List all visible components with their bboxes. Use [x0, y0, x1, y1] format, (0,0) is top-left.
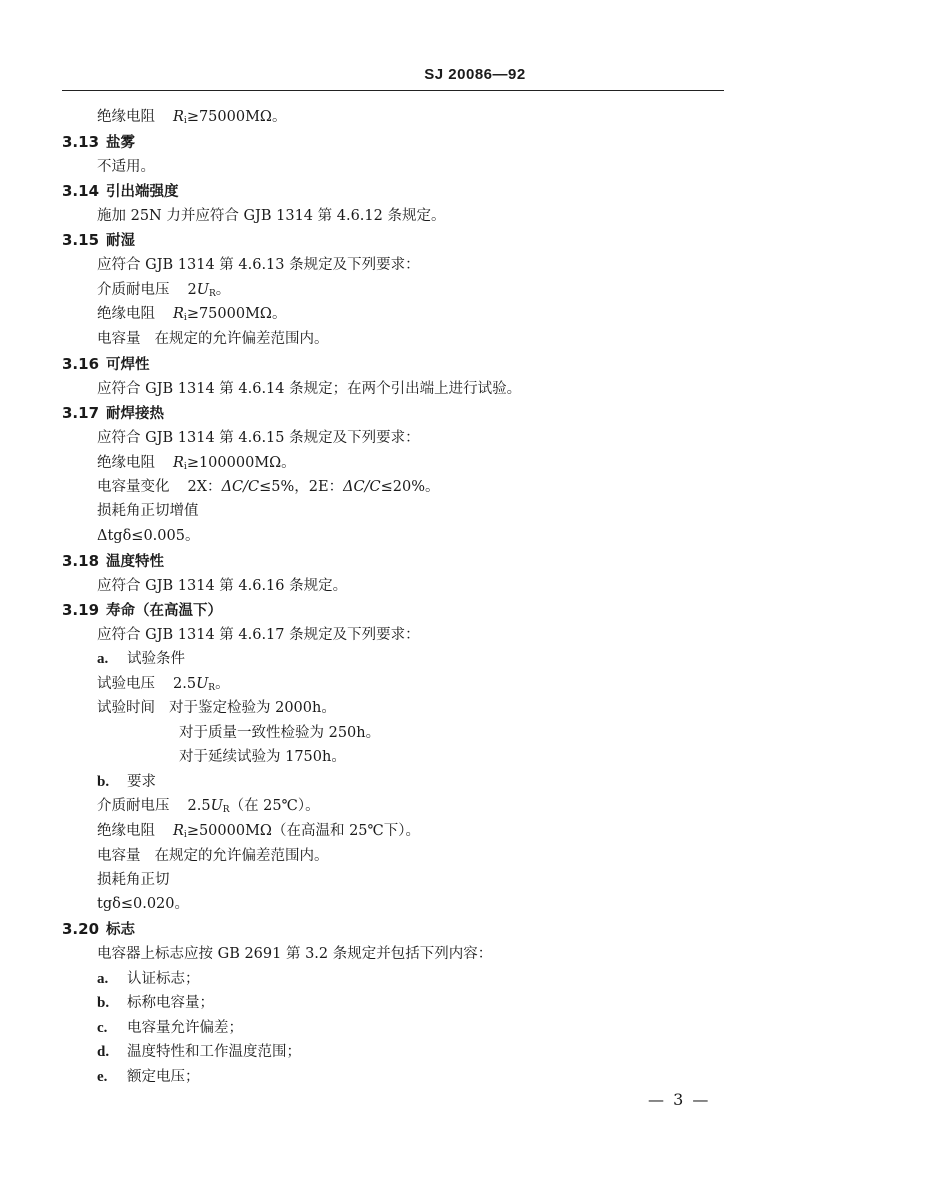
cap-label: 电容量 — [97, 848, 141, 864]
section-number: 3.20 — [62, 920, 100, 938]
symbol-delta-c: ΔC/C — [221, 479, 260, 495]
section-3-17-df-label: 损耗角正切增值 — [97, 503, 199, 519]
tv-value: 2.5 — [173, 676, 197, 692]
header-rule — [62, 90, 724, 91]
section-3-15-dw: 介质耐电压 $2U_R$。 — [97, 282, 231, 299]
section-3-14-body: 施加 25N 力并应符合 GJB 1314 第 4.6.12 条规定。 — [97, 208, 446, 224]
list-item — [97, 970, 200, 988]
section-3-19-ir — [97, 822, 420, 844]
ir-value: ≥100000MΩ。 — [186, 455, 296, 471]
section-3-13-body: 不适用。 — [97, 159, 155, 175]
symbol-sub-r: R — [208, 289, 216, 299]
section-number: 3.15 — [62, 231, 100, 249]
dw-label: 介质耐电压 — [97, 798, 170, 814]
symbol-r: R — [173, 109, 184, 125]
list-label: e. — [97, 1069, 108, 1085]
section-3-19-heading — [62, 601, 222, 620]
section-title: 盐雾 — [106, 135, 135, 151]
ir-value: ≥50000MΩ（在高温和 25℃下）。 — [186, 823, 420, 839]
symbol-r: R — [173, 306, 184, 322]
section-number: 3.14 — [62, 182, 100, 200]
section-title: 寿命（在高温下） — [106, 603, 222, 619]
symbol-sub-i: i — [183, 116, 187, 126]
section-3-19-df-label: 损耗角正切 — [97, 872, 170, 888]
tt-label: 试验时间 — [97, 700, 155, 716]
section-3-18-heading — [62, 552, 164, 571]
symbol-delta-c: ΔC/C — [343, 479, 381, 495]
section-3-14-heading — [62, 182, 179, 201]
section-3-16-body: 应符合 GJB 1314 第 4.6.14 条规定；在两个引出端上进行试验。 — [97, 381, 522, 397]
list-text: 电容量允许偏差； — [127, 1020, 243, 1036]
section-title: 耐焊接热 — [106, 406, 164, 422]
section-3-20-heading — [62, 920, 135, 939]
ir-value: ≥75000MΩ。 — [186, 109, 287, 125]
section-3-19-dw — [97, 797, 320, 819]
list-text: 要求 — [127, 774, 156, 790]
section-3-17-body: 应符合 GJB 1314 第 4.6.15 条规定及下列要求： — [97, 430, 420, 446]
section-number: 3.16 — [62, 355, 100, 373]
section-3-19-tt3: 对于延续试验为 1750h。 — [179, 749, 346, 765]
cc-label: 电容量变化 — [97, 479, 170, 495]
list-label: a. — [97, 971, 109, 987]
section-title: 引出端强度 — [106, 184, 179, 200]
list-label: d. — [97, 1044, 110, 1060]
section-number: 3.13 — [62, 133, 100, 151]
list-label: b. — [97, 774, 110, 790]
list-label: b. — [97, 995, 110, 1011]
symbol-sub-i: i — [183, 462, 187, 472]
cap-label: 电容量 — [97, 331, 141, 347]
section-3-15-heading — [62, 231, 135, 250]
symbol-u: U — [196, 282, 209, 298]
section-title: 可焊性 — [106, 357, 150, 373]
section-3-19-tv: 试验电压 $2.5U_R$。 — [97, 676, 230, 693]
section-number: 3.17 — [62, 404, 100, 422]
dw-label: 介质耐电压 — [97, 282, 170, 298]
dw-tail: （在 25℃）。 — [229, 798, 320, 814]
list-item — [97, 1043, 301, 1061]
section-3-20-body: 电容器上标志应按 GB 2691 第 3.2 条规定并包括下列内容： — [97, 946, 493, 962]
page-number: — 3 — — [648, 1090, 711, 1109]
dw-value: 2.5 — [187, 798, 211, 814]
section-3-17-cc — [97, 478, 440, 496]
list-text: 标称电容量； — [127, 995, 214, 1011]
cc-2x: 2X： — [187, 479, 222, 495]
symbol-sub-i: i — [183, 830, 187, 840]
section-3-15-ir — [97, 305, 286, 327]
list-label: a. — [97, 651, 109, 667]
section-title: 标志 — [106, 922, 135, 938]
section-number: 3.18 — [62, 552, 100, 570]
section-3-17-heading — [62, 404, 164, 423]
symbol-sub-r: R — [208, 683, 216, 693]
document-header: SJ 20086—92 — [424, 66, 526, 83]
cap-value: 在规定的允许偏差范围内。 — [154, 331, 329, 347]
ir-label: 绝缘电阻 — [97, 109, 155, 125]
section-3-19-df-value: tgδ≤0.020。 — [97, 896, 189, 912]
section-3-17-df-value: Δtgδ≤0.005。 — [97, 528, 200, 544]
section-title: 耐湿 — [106, 233, 135, 249]
list-item — [97, 1068, 200, 1086]
cap-value: 在规定的允许偏差范围内。 — [154, 848, 329, 864]
section-3-16-heading — [62, 355, 150, 374]
symbol-r: R — [173, 455, 184, 471]
ir-label: 绝缘电阻 — [97, 306, 155, 322]
symbol-sub-r: R — [222, 805, 230, 815]
section-number: 3.19 — [62, 601, 100, 619]
section-3-15-cap — [97, 330, 329, 348]
section-3-15-body: 应符合 GJB 1314 第 4.6.13 条规定及下列要求： — [97, 257, 420, 273]
cc-2e: ≤5%，2E： — [259, 479, 344, 495]
line-ir-1 — [97, 108, 286, 130]
list-item — [97, 994, 214, 1012]
section-3-19-cap — [97, 847, 329, 865]
symbol-r: R — [173, 823, 184, 839]
list-text: 额定电压； — [127, 1069, 200, 1085]
section-3-19-a — [97, 650, 185, 668]
tv-label: 试验电压 — [97, 676, 155, 692]
section-3-19-tt2: 对于质量一致性检验为 250h。 — [179, 725, 381, 741]
dw-value: 2 — [187, 282, 197, 298]
tt-value-1: 对于鉴定检验为 2000h。 — [169, 700, 336, 716]
list-text: 认证标志； — [127, 971, 200, 987]
section-3-19-tt1 — [97, 699, 336, 717]
list-text: 温度特性和工作温度范围； — [127, 1044, 301, 1060]
section-3-19-b — [97, 773, 156, 791]
section-title: 温度特性 — [106, 554, 164, 570]
section-3-19-body: 应符合 GJB 1314 第 4.6.17 条规定及下列要求： — [97, 627, 420, 643]
symbol-u: U — [196, 676, 209, 692]
section-3-18-body: 应符合 GJB 1314 第 4.6.16 条规定。 — [97, 578, 348, 594]
list-text: 试验条件 — [127, 651, 185, 667]
symbol-sub-i: i — [183, 313, 187, 323]
section-3-13-heading — [62, 133, 135, 152]
symbol-u: U — [210, 798, 223, 814]
ir-value: ≥75000MΩ。 — [186, 306, 287, 322]
section-3-17-ir — [97, 454, 296, 476]
list-label: c. — [97, 1020, 108, 1036]
cc-tail: ≤20%。 — [380, 479, 440, 495]
list-item — [97, 1019, 243, 1037]
ir-label: 绝缘电阻 — [97, 823, 155, 839]
ir-label: 绝缘电阻 — [97, 455, 155, 471]
